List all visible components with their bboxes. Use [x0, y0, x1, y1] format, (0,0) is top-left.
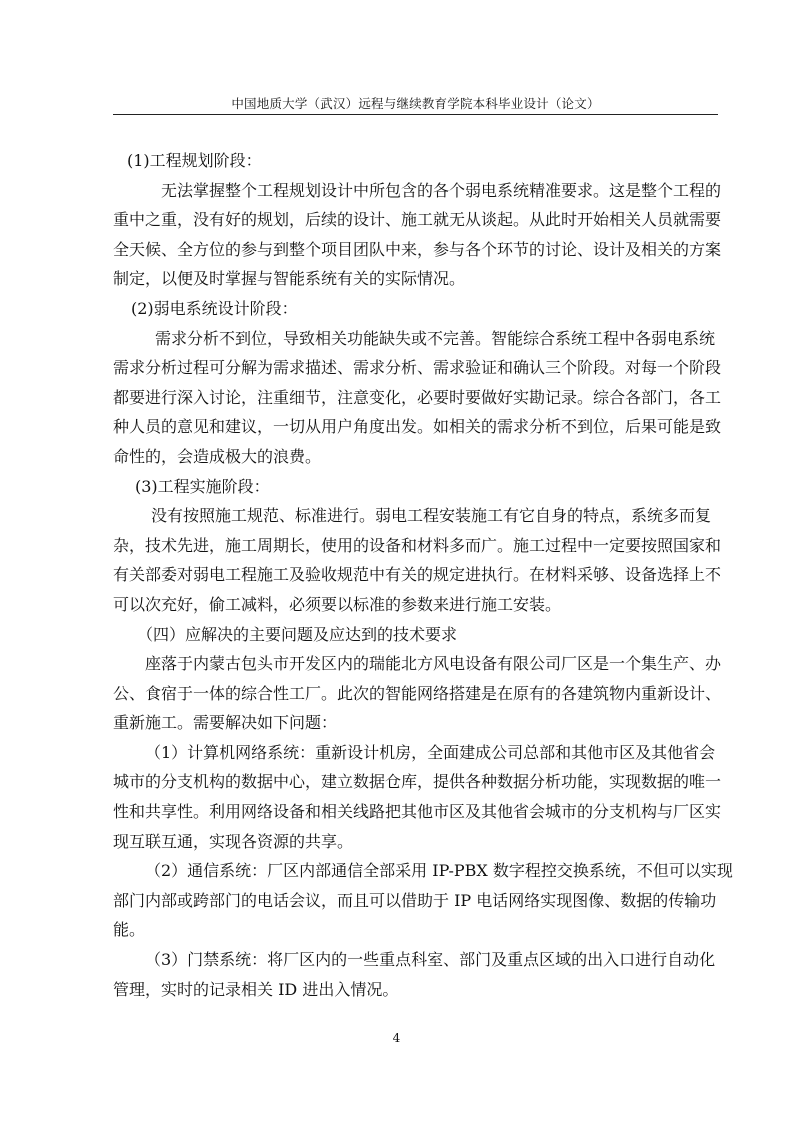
text-line: 杂，技术先进，施工周期长，使用的设备和材料多而广。施工过程中一定要按照国家和 — [113, 535, 722, 555]
text-line: (2)弱电系统设计阶段： — [131, 298, 298, 318]
body-text — [113, 146, 733, 1004]
text-line: 需求分析过程可分解为需求描述、需求分析、需求验证和确认三个阶段。对每一个阶段 — [113, 358, 722, 378]
text-line: 制定，以便及时掌握与智能系统有关的实际情况。 — [113, 269, 466, 289]
text-line: 重新施工。需要解决如下问题： — [113, 713, 338, 733]
text-line: 座落于内蒙古包头市开发区内的瑞能北方风电设备有限公司厂区是一个集生产、办 — [145, 654, 722, 674]
text-line: 有关部委对弱电工程施工及验收规范中有关的规定进执行。在材料采够、设备选择上不 — [113, 565, 722, 585]
text-line: 公、食宿于一体的综合性工厂。此次的智能网络搭建是在原有的各建筑物内重新设计、 — [113, 683, 722, 703]
text-line: （2）通信系统：厂区内部通信全部采用 IP-PBX 数字程控交换系统，不但可以实现 — [145, 861, 733, 881]
text-line: (3)工程实施阶段： — [135, 476, 270, 496]
text-line: 种人员的意见和建议，一切从用户角度出发。如相关的需求分析不到位，后果可能是致 — [113, 417, 722, 437]
text-line: 现互联互通，实现各资源的共享。 — [113, 831, 354, 851]
text-line: （四）应解决的主要问题及应达到的技术要求 — [137, 624, 458, 644]
text-line: 无法掌握整个工程规划设计中所包含的各个弱电系统精准要求。这是整个工程的 — [161, 180, 722, 200]
running-header: 中国地质大学（武汉）远程与继续教育学院本科毕业设计（论文） — [231, 96, 600, 111]
text-line: 命性的，会造成极大的浪费。 — [113, 446, 322, 466]
text-line: 没有按照施工规范、标准进行。弱电工程安装施工有它自身的特点，系统多而复 — [151, 506, 712, 526]
text-line: （3）门禁系统：将厂区内的一些重点科室、部门及重点区域的出入口进行自动化 — [145, 950, 716, 970]
text-line: 部门内部或跨部门的电话会议，而且可以借助于 IP 电话网络实现图像、数据的传输功 — [113, 890, 717, 910]
text-line: 都要进行深入讨论，注重细节，注意变化，必要时要做好实勘记录。综合各部门，各工 — [113, 387, 722, 407]
text-line: 需求分析不到位，导致相关功能缺失或不完善。智能综合系统工程中各弱电系统 — [155, 328, 716, 348]
text-line: 性和共享性。利用网络设备和相关线路把其他市区及其他省会城市的分支机构与厂区实 — [113, 802, 722, 822]
text-line: (1)工程规划阶段： — [127, 151, 262, 170]
text-line: 能。 — [113, 920, 146, 940]
page-number: 4 — [392, 1031, 401, 1045]
text-line: 城市的分支机构的数据中心，建立数据仓库，提供各种数据分析功能，实现数据的唯一 — [113, 772, 722, 792]
text-line: （1）计算机网络系统：重新设计机房，全面建成公司总部和其他市区及其他省会 — [145, 742, 716, 762]
text-line: 重中之重，没有好的规划，后续的设计、施工就无从谈起。从此时开始相关人员就需要 — [113, 210, 722, 230]
text-line: 管理，实时的记录相关 ID 进出入情况。 — [113, 979, 399, 999]
text-line: 可以次充好，偷工减料，必须要以标准的参数来进行施工安装。 — [113, 594, 562, 614]
header-rule — [113, 114, 718, 115]
text-line: 全天候、全方位的参与到整个项目团队中来，参与各个环节的讨论、设计及相关的方案 — [113, 239, 722, 259]
